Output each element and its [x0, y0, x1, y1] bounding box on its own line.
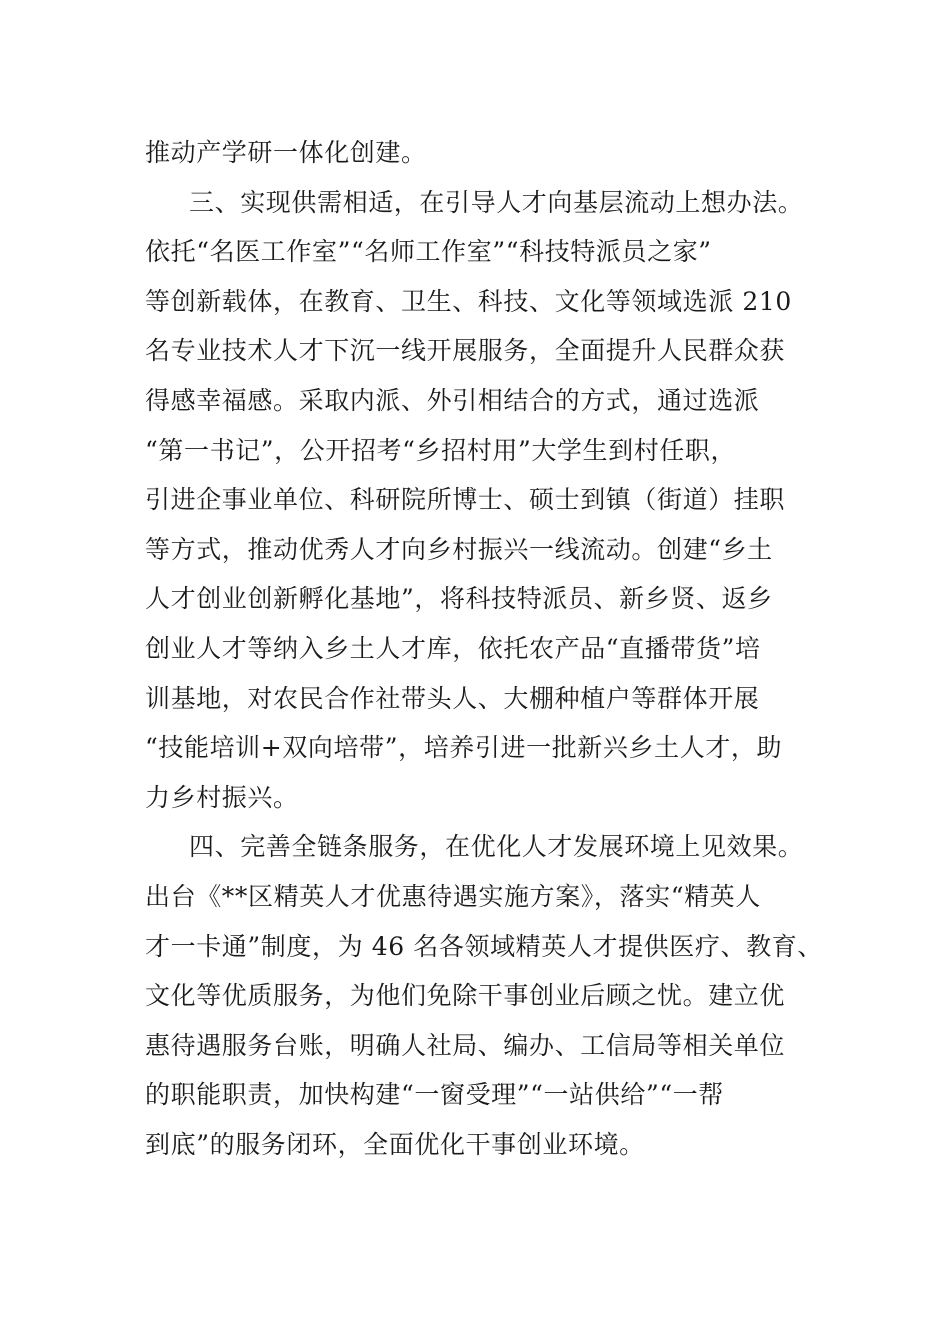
text-line: 文化等优质服务，为他们免除干事创业后顾之忧。建立优	[145, 981, 786, 1011]
text-line: 推动产学研一体化创建。	[145, 138, 427, 167]
text-line: 才一卡通”制度，为 46 名各领域精英人才提供医疗、教育、	[145, 931, 823, 961]
text-line: 的职能职责，加快构建“一窗受理”“一站供给”“一帮	[145, 1080, 724, 1110]
section-heading-4: 四、完善全链条服务，在优化人才发展环境上见效果。	[189, 832, 804, 862]
section-heading-3: 三、实现供需相适，在引导人才向基层流动上想办法。	[189, 187, 804, 217]
text-line: 训基地，对农民合作社带头人、大棚种植户等群体开展	[145, 683, 760, 713]
text-line: 得感幸福感。采取内派、外引相结合的方式，通过选派	[145, 385, 760, 415]
text-line: 人才创业创新孵化基地”，将科技特派员、新乡贤、返乡	[145, 584, 773, 614]
text-line: 等创新载体，在教育、卫生、科技、文化等领域选派 210	[145, 286, 792, 316]
text-line: 依托“名医工作室”“名师工作室”“科技特派员之家”	[145, 237, 712, 267]
text-line: 创业人才等纳入乡土人才库，依托农产品“直播带货”培	[145, 633, 761, 663]
text-line: 等方式，推动优秀人才向乡村振兴一线流动。创建“乡土	[145, 534, 773, 564]
text-line: 名专业技术人才下沉一线开展服务，全面提升人民群众获	[145, 336, 786, 366]
document-body	[145, 128, 825, 1169]
text-line: 惠待遇服务台账，明确人社局、编办、工信局等相关单位	[145, 1030, 786, 1060]
text-line: “第一书记”，公开招考“乡招村用”大学生到村任职，	[145, 435, 737, 465]
text-line: 力乡村振兴。	[145, 782, 299, 812]
text-line: 引进企事业单位、科研院所博士、硕士到镇（街道）挂职	[145, 485, 786, 515]
text-line: 出台《**区精英人才优惠待遇实施方案》，落实“精英人	[145, 881, 761, 911]
text-line: 到底”的服务闭环，全面优化干事创业环境。	[145, 1129, 645, 1159]
text-line: “技能培训+双向培带”，培养引进一批新兴乡土人才，助	[145, 733, 783, 763]
